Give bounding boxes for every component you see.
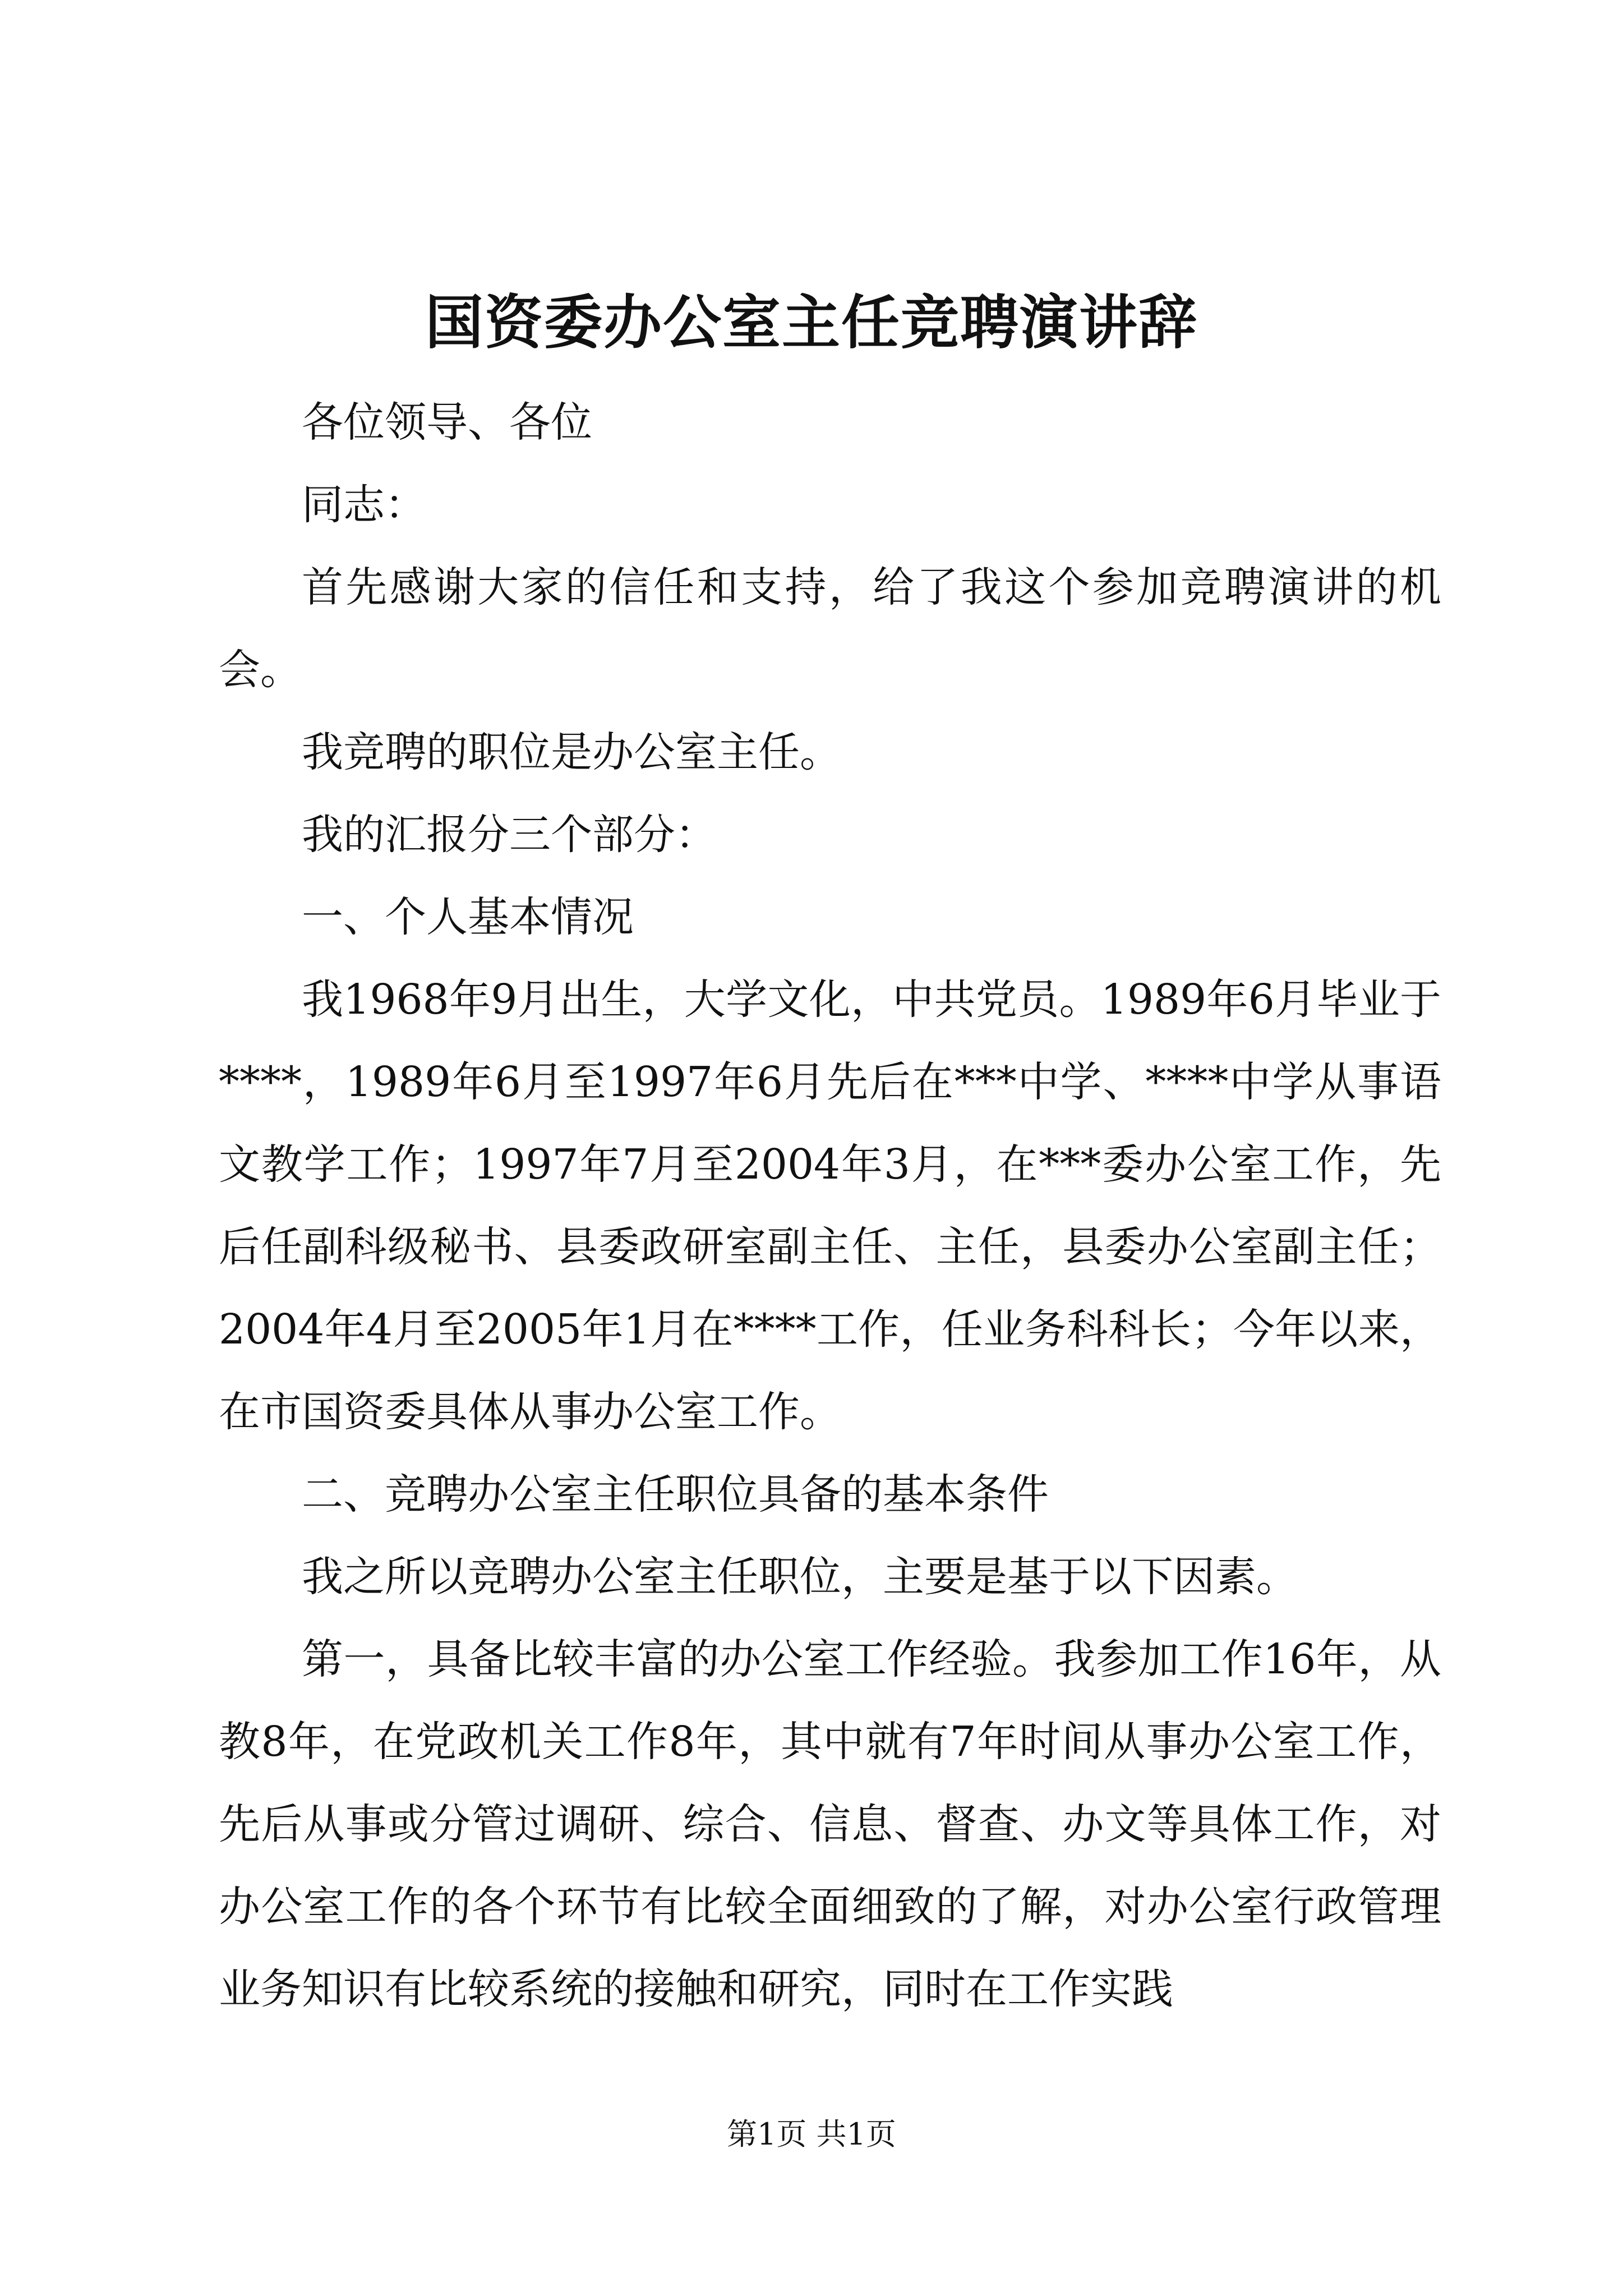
document-title: 国资委办公室主任竞聘演讲辞 <box>425 288 1198 357</box>
paragraph-report-structure: 我的汇报分三个部分： <box>302 811 717 859</box>
paragraph-personal-info: 我1968年9月出生，大学文化，中共党员。1989年6月毕业于****，1989年6月至1997年6月先后在***中学、****中学从事语文教学工作；1997年7月至2004年3月，在***委办公室工作，先后任副科级秘书、县委政研室副主任、主任，县委办公室副主任；2004年4月至2005年1月在****工作，任业务科科长；今年以来，在市国资委具体从事办公室工作。 <box>219 976 1441 1436</box>
section-heading-conditions: 二、竞聘办公室主任职位具备的基本条件 <box>302 1470 1049 1519</box>
paragraph-thanks: 首先感谢大家的信任和支持，给了我这个参加竞聘演讲的机会。 <box>219 563 1441 694</box>
paragraph-salutation: 各位领导、各位 <box>302 398 592 447</box>
paragraph-position: 我竞聘的职位是办公室主任。 <box>302 728 841 776</box>
paragraph-first-reason: 第一，具备比较丰富的办公室工作经验。我参加工作16年，从教8年，在党政机关工作8年，其中就有7年时间从事办公室工作，先后从事或分管过调研、综合、信息、督查、办文等具体工作，对办公室工作的各个环节有比较全面细致的了解，对办公室行政管理业务知识有比较系统的接触和研究，同时在工作实践 <box>219 1635 1441 2013</box>
paragraph-greeting: 同志： <box>302 481 426 529</box>
paragraph-reasons-intro: 我之所以竞聘办公室主任职位，主要是基于以下因素。 <box>302 1553 1298 1601</box>
page-number-footer: 第1页 共1页 <box>727 2116 896 2152</box>
section-heading-personal-info: 一、个人基本情况 <box>302 893 634 941</box>
document-body <box>219 381 1441 2031</box>
